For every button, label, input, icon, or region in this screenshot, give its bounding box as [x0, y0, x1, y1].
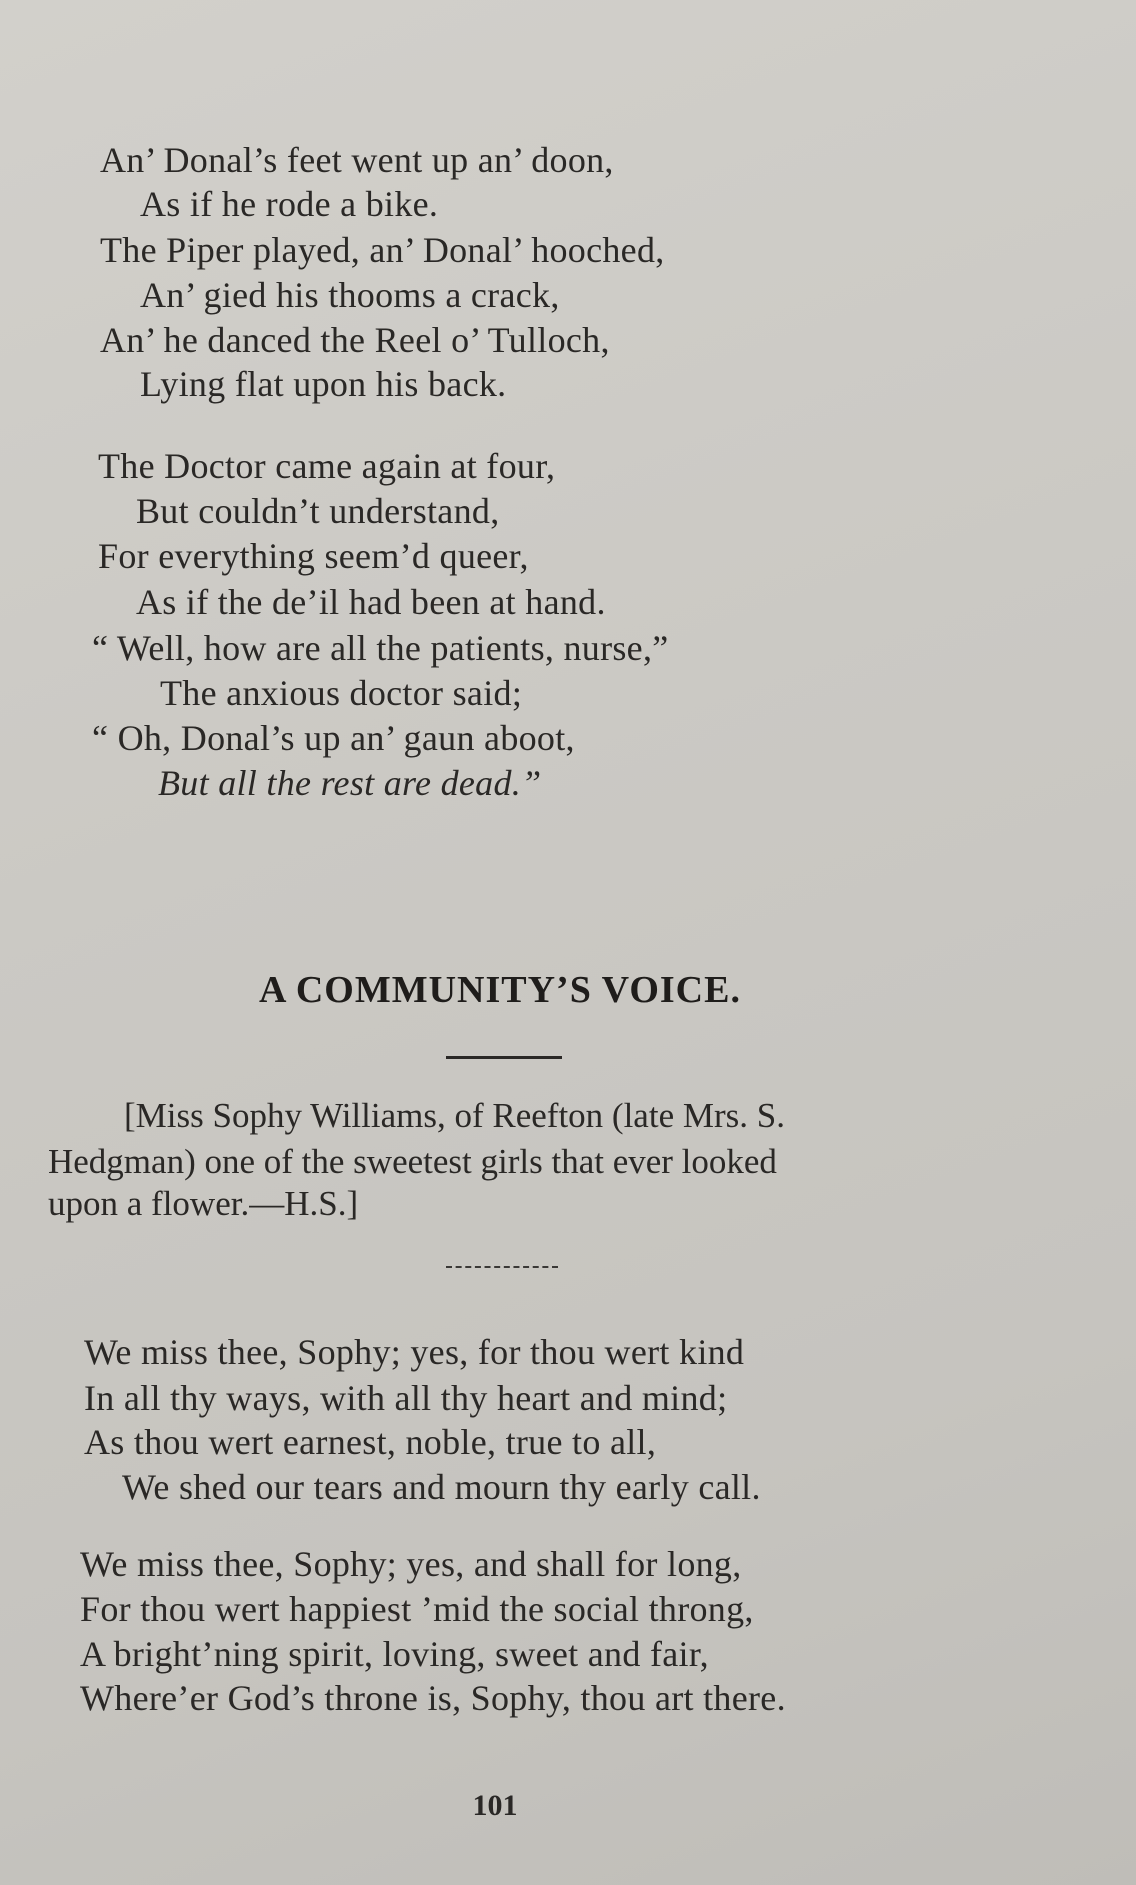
poem-line-italic: But all the rest are dead.”: [158, 763, 542, 803]
poem-line: Where’er God’s throne is, Sophy, thou art there.: [80, 1678, 786, 1718]
poem-line: An’ gied his thooms a crack,: [140, 275, 560, 315]
poem-line: We miss thee, Sophy; yes, and shall for long,: [80, 1544, 742, 1584]
page-number: 101: [472, 1789, 518, 1822]
section-divider: [446, 1266, 558, 1268]
poem-line: An’ Donal’s feet went up an’ doon,: [100, 140, 614, 180]
dedication-note-line: Hedgman) one of the sweetest girls that ever looked: [48, 1142, 777, 1181]
poem-line: As if he rode a bike.: [140, 184, 439, 224]
poem-line: “ Well, how are all the patients, nurse,”: [92, 628, 669, 668]
poem-line: For thou wert happiest ’mid the social throng,: [80, 1589, 754, 1629]
poem-title: A COMMUNITY’S VOICE.: [259, 969, 741, 1011]
poem-line: A bright’ning spirit, loving, sweet and fair,: [80, 1634, 709, 1674]
poem-line: “ Oh, Donal’s up an’ gaun aboot,: [92, 718, 575, 758]
title-rule: [446, 1056, 562, 1059]
poem-line: Lying flat upon his back.: [140, 364, 507, 404]
dedication-note-line: [Miss Sophy Williams, of Reefton (late Mrs. S.: [124, 1096, 785, 1135]
poem-line: The anxious doctor said;: [160, 673, 523, 713]
poem-line: An’ he danced the Reel o’ Tulloch,: [100, 320, 610, 360]
poem-line: The Piper played, an’ Donal’ hooched,: [100, 230, 665, 270]
poem-line: In all thy ways, with all thy heart and mind;: [84, 1378, 728, 1418]
dedication-note-line: upon a flower.—H.S.]: [48, 1184, 359, 1223]
poem-line: For everything seem’d queer,: [98, 536, 529, 576]
poem-line: We miss thee, Sophy; yes, for thou wert kind: [84, 1332, 745, 1372]
poem-line: The Doctor came again at four,: [98, 446, 556, 486]
poem-line: But couldn’t understand,: [136, 491, 500, 531]
poem-line: As thou wert earnest, noble, true to all,: [84, 1422, 657, 1462]
poem-line: As if the de’il had been at hand.: [136, 582, 606, 622]
poem-line: We shed our tears and mourn thy early call.: [122, 1467, 761, 1507]
